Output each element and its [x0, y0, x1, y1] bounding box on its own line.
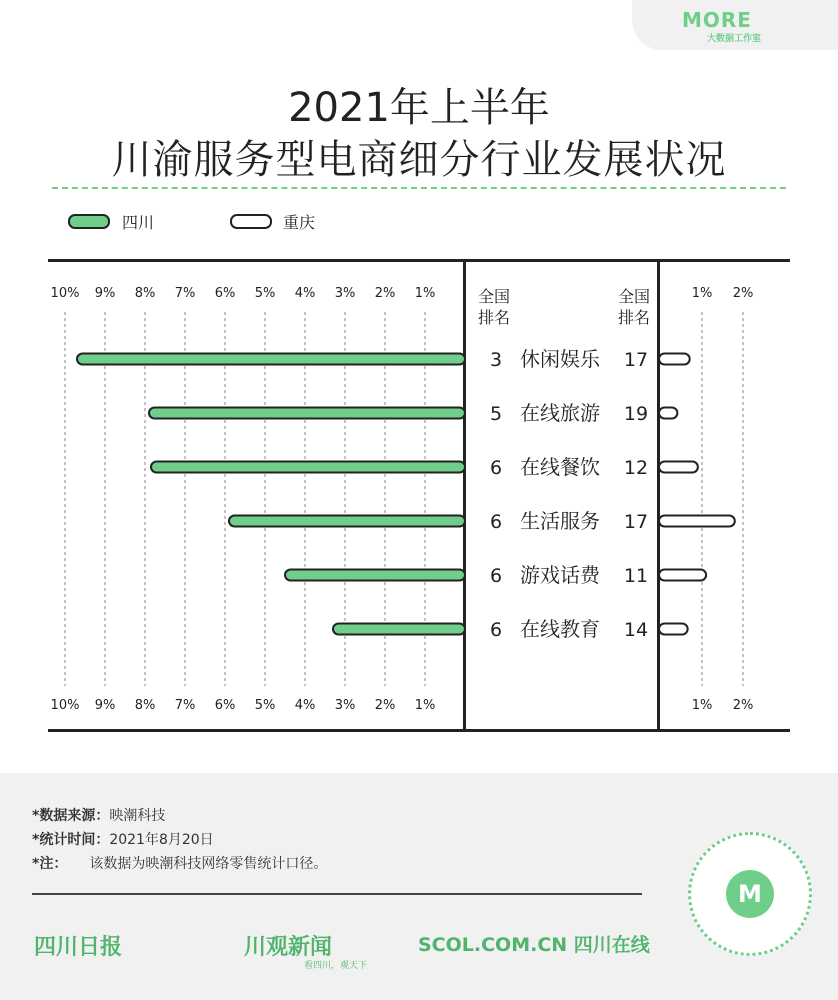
rank-header-chongqing-line1: 全国	[617, 287, 650, 306]
right-tick-label-top: 1%	[691, 286, 713, 301]
left-tick-label-top: 3%	[334, 286, 356, 301]
left-tick-label-bottom: 6%	[214, 698, 236, 713]
note-date-text: 2021年8月20日	[109, 832, 214, 848]
left-tick-label-bottom: 8%	[134, 698, 156, 713]
left-tick-label-top: 2%	[374, 286, 396, 301]
left-tick-label-bottom: 1%	[414, 698, 436, 713]
bar-chongqing	[659, 570, 706, 581]
rank-chongqing: 19	[623, 403, 649, 425]
rank-header-sichuan-line1: 全国	[477, 287, 510, 306]
bar-sichuan	[149, 408, 465, 419]
category-label: 在线教育	[520, 617, 600, 641]
left-tick-label-top: 10%	[50, 286, 80, 301]
left-tick-label-bottom: 9%	[94, 698, 116, 713]
rank-chongqing: 17	[623, 511, 649, 533]
left-tick-label-bottom: 3%	[334, 698, 356, 713]
qr-center-logo-icon: M	[726, 870, 774, 918]
bar-sichuan	[229, 516, 465, 527]
left-tick-label-top: 8%	[134, 286, 156, 301]
left-tick-label-bottom: 4%	[294, 698, 316, 713]
right-tick-label-bottom: 2%	[732, 698, 754, 713]
category-label: 在线餐饮	[520, 455, 600, 479]
note-date-label: *统计时间：	[32, 832, 110, 848]
category-label: 生活服务	[520, 509, 600, 533]
bar-sichuan	[77, 354, 465, 365]
rank-sichuan: 6	[489, 457, 503, 479]
rank-header-sichuan-line2: 排名	[477, 308, 510, 327]
rank-sichuan: 5	[489, 403, 503, 425]
note-source-text: 映潮科技	[109, 808, 166, 824]
left-tick-label-bottom: 7%	[174, 698, 196, 713]
rank-header-chongqing-line2: 排名	[617, 308, 650, 327]
left-tick-label-top: 1%	[414, 286, 436, 301]
category-label: 在线旅游	[520, 401, 600, 425]
rank-sichuan: 6	[489, 619, 503, 641]
legend-label-chongqing: 重庆	[283, 213, 316, 232]
footer-divider	[32, 893, 642, 895]
left-tick-label-top: 6%	[214, 286, 236, 301]
note-source	[32, 805, 165, 825]
category-label: 游戏话费	[520, 563, 600, 587]
logo-scol: SCOL.COM.CN 四川在线	[418, 934, 650, 956]
brand-name: MORE	[682, 8, 752, 32]
category-label: 休闲娱乐	[520, 347, 600, 371]
left-tick-label-bottom: 10%	[50, 698, 80, 713]
note-remark	[32, 853, 327, 873]
chart-title-line1: 2021年上半年	[288, 85, 550, 131]
bar-sichuan	[285, 570, 465, 581]
bar-chongqing	[659, 624, 688, 635]
note-remark-text: 该数据为映潮科技网络零售统计口径。	[89, 856, 328, 872]
logo-sichuan-daily: 四川日报	[34, 935, 123, 960]
rank-sichuan: 6	[489, 565, 503, 587]
bar-sichuan	[151, 462, 465, 473]
rank-chongqing: 17	[623, 349, 649, 371]
rank-sichuan: 3	[489, 349, 503, 371]
bar-chongqing	[659, 408, 677, 419]
chart-title-line2: 川渝服务型电商细分行业发展状况	[111, 137, 727, 183]
rank-chongqing: 12	[623, 457, 649, 479]
right-tick-label-bottom: 1%	[691, 698, 713, 713]
rank-chongqing: 14	[623, 619, 649, 641]
logo-chuanguan-tagline: 看四川，观天下	[304, 961, 368, 971]
note-date	[32, 829, 214, 849]
left-tick-label-top: 4%	[294, 286, 316, 301]
bar-chongqing	[659, 354, 690, 365]
rank-chongqing: 11	[623, 565, 649, 587]
left-tick-label-top: 9%	[94, 286, 116, 301]
brand-subtitle: 大数据工作室	[707, 34, 762, 44]
left-tick-label-top: 5%	[254, 286, 276, 301]
rank-sichuan: 6	[489, 511, 503, 533]
left-tick-label-bottom: 2%	[374, 698, 396, 713]
legend-label-sichuan: 四川	[122, 213, 155, 232]
right-tick-label-top: 2%	[732, 286, 754, 301]
note-source-label: *数据来源：	[32, 808, 110, 824]
bar-chongqing	[659, 462, 698, 473]
note-remark-label: *注：	[32, 856, 68, 872]
left-tick-label-bottom: 5%	[254, 698, 276, 713]
logo-chuanguan-news: 川观新闻	[244, 935, 333, 960]
left-tick-label-top: 7%	[174, 286, 196, 301]
bar-chongqing	[659, 516, 735, 527]
bar-sichuan	[333, 624, 465, 635]
